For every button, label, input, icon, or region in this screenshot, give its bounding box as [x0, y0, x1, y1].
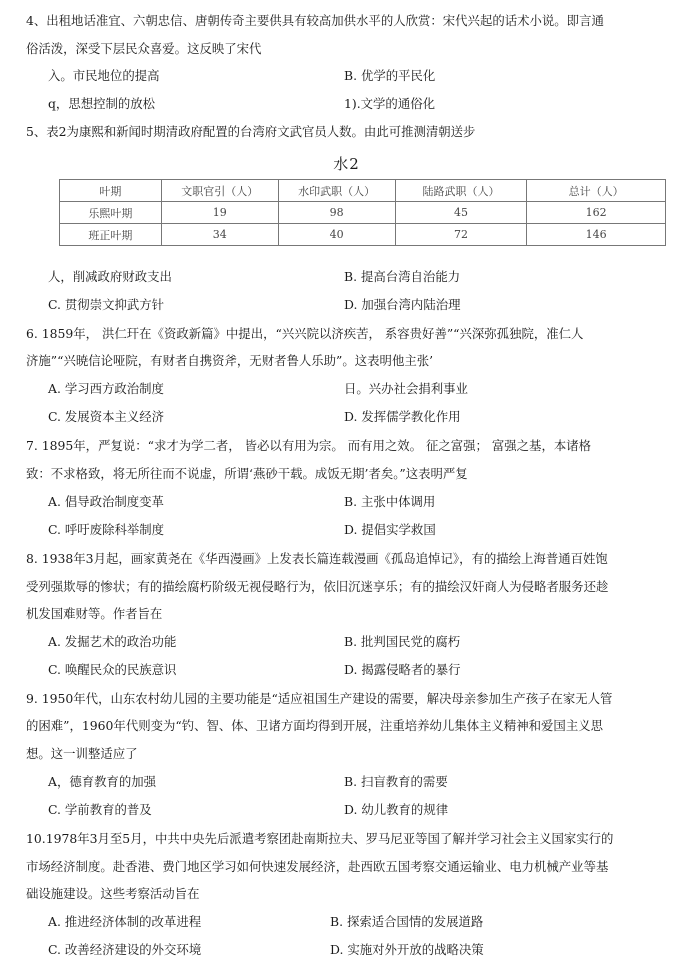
q5-stem-line1: 5、表2为康熙和新闻时期清政府配置的台湾府文武官员人数。由此可推测清朝送步	[26, 124, 476, 139]
q4-option-a[interactable]: 入。市民地位的提高	[48, 68, 160, 83]
q8-option-a[interactable]: A. 发掘艺术的政治功能	[48, 634, 177, 649]
q4-stem-line1: 4、出租地话准宜、六朝忠信、唐朝传奇主要供具有较高加供水平的人欣赏：宋代兴起的话术小说。即言通	[26, 13, 604, 28]
q8-option-c[interactable]: C. 唤醒民众的民族意识	[48, 662, 177, 677]
q8-stem-line3: 机发国难财等。作者旨在	[26, 606, 163, 621]
table-cell: 40	[278, 224, 395, 246]
table-header-cell: 文职官引（人）	[161, 180, 278, 202]
q5-option-d[interactable]: D. 加强台湾内陆治理	[344, 297, 461, 312]
q6-stem-line1: 6. 1859年， 洪仁玕在《资政新篇》中提出，“兴兴院以济疾苦， 系容贵好善”“兴深弥孤独院，准仁人	[26, 326, 584, 341]
q6-option-a[interactable]: A. 学习西方政治制度	[48, 381, 164, 396]
table-cell: 乐熙叶期	[60, 202, 162, 224]
q6-stem-line2: 济施”“兴暁信论哑院，有财者自携资斧，无财者鲁人乐助”。这表明他主张’	[26, 353, 434, 368]
table-header-cell: 陆路武职（人）	[395, 180, 527, 202]
q6-option-d[interactable]: D. 发挥儒学教化作用	[344, 409, 461, 424]
table-header-row	[60, 180, 666, 202]
q5-option-a[interactable]: 人，削减政府财政支出	[48, 269, 172, 284]
q7-option-c[interactable]: C. 呼吁废除科举制度	[48, 522, 165, 537]
q7-option-a[interactable]: A. 倡导政治制度变革	[48, 494, 164, 509]
q5-table-title: 水2	[333, 155, 360, 173]
q10-stem-line1: 10.1978年3月至5月，中共中央先后派遣考察团赴南斯拉夫、罗马尼亚等国了解并学习社会主义国家实行的	[26, 831, 614, 846]
q5-data-table	[59, 179, 666, 246]
table-cell: 班正叶期	[60, 224, 162, 246]
table-row	[60, 224, 666, 246]
q10-option-c[interactable]: C. 改善经济建设的外交环境	[48, 942, 202, 957]
q9-option-a[interactable]: A，德育教育的加强	[48, 774, 157, 789]
q9-option-c[interactable]: C. 学前教育的普及	[48, 802, 152, 817]
q9-option-d[interactable]: D. 幼儿教育的规律	[344, 802, 449, 817]
q9-stem-line3: 想。这一训整适应了	[26, 746, 138, 761]
table-cell: 98	[278, 202, 395, 224]
table-header-cell: 水印武职（人）	[278, 180, 395, 202]
table-cell: 34	[161, 224, 278, 246]
q5-option-c[interactable]: C. 贯彻崇文抑武方针	[48, 297, 165, 312]
q8-stem-line1: 8. 1938年3月起，画家黄尧在《华西漫画》上发表长篇连载漫画《孤岛追悼记》，有的描绘上海普通百姓饱	[26, 551, 608, 566]
q10-option-b[interactable]: B. 探索适合国情的发展道路	[330, 914, 484, 929]
q4-stem-line2: 俗活泼，深受下层民众喜爱。这反映了宋代	[26, 41, 262, 56]
q7-stem-line1: 7. 1895年，严复说：“求才为学二者， 皆必以有用为宗。 而有用之效。 征之富强； 富强之基，本诸格	[26, 438, 592, 453]
q7-option-b[interactable]: B. 主张中体调用	[344, 494, 436, 509]
table-row	[60, 202, 666, 224]
q7-stem-line2: 致：不求格致，将无所往而不说虚，所谓‘燕砂干载。成饭无期’者矣。”这表明严复	[26, 466, 468, 481]
table-cell: 45	[395, 202, 527, 224]
q10-option-a[interactable]: A. 推进经济体制的改革进程	[48, 914, 202, 929]
q9-stem-line1: 9. 1950年代，山东农村幼儿园的主要功能是“适应祖国生产建设的需要，解决母亲参加生产孩子在家无人管	[26, 691, 613, 706]
table-cell: 72	[395, 224, 527, 246]
q4-option-c[interactable]: q，思想控制的放松	[48, 96, 156, 111]
q7-option-d[interactable]: D. 提倡实学救国	[344, 522, 436, 537]
q8-stem-line2: 受列强欺辱的惨状；有的描绘腐朽阶级无视侵略行为，依旧沉迷享乐；有的描绘汉奸商人为侵略者服务还趁	[26, 579, 609, 594]
q5-option-b[interactable]: B. 提高台湾自治能力	[344, 269, 461, 284]
q10-option-d[interactable]: D. 实施对外开放的战略决策	[330, 942, 484, 957]
q6-option-b[interactable]: 日。兴办社会捐利事业	[344, 381, 468, 396]
q9-option-b[interactable]: B. 扫盲教育的需要	[344, 774, 448, 789]
q8-option-d[interactable]: D. 揭露侵略者的暴行	[344, 662, 461, 677]
table-cell: 146	[527, 224, 666, 246]
table-header-cell: 总计（人）	[527, 180, 666, 202]
q8-option-b[interactable]: B. 批判国民党的腐朽	[344, 634, 461, 649]
table-cell: 19	[161, 202, 278, 224]
q4-option-b[interactable]: B. 优学的平民化	[344, 68, 436, 83]
q10-stem-line3: 础设施建设。这些考察活动旨在	[26, 886, 200, 901]
q9-stem-line2: 的困难”，1960年代则变为“钓、智、体、卫诸方面均得到开展，注重培养幼儿集体主义精神和爱国主义思	[26, 718, 603, 733]
q10-stem-line2: 市场经济制度。赴香港、费门地区学习如何快速发展经济，赴西欧五国考察交通运输业、电力机械产业等基	[26, 859, 609, 874]
q4-option-d[interactable]: 1).文学的通俗化	[344, 96, 435, 111]
table-header-cell: 叶期	[60, 180, 162, 202]
q6-option-c[interactable]: C. 发展资本主义经济	[48, 409, 165, 424]
table-cell: 162	[527, 202, 666, 224]
